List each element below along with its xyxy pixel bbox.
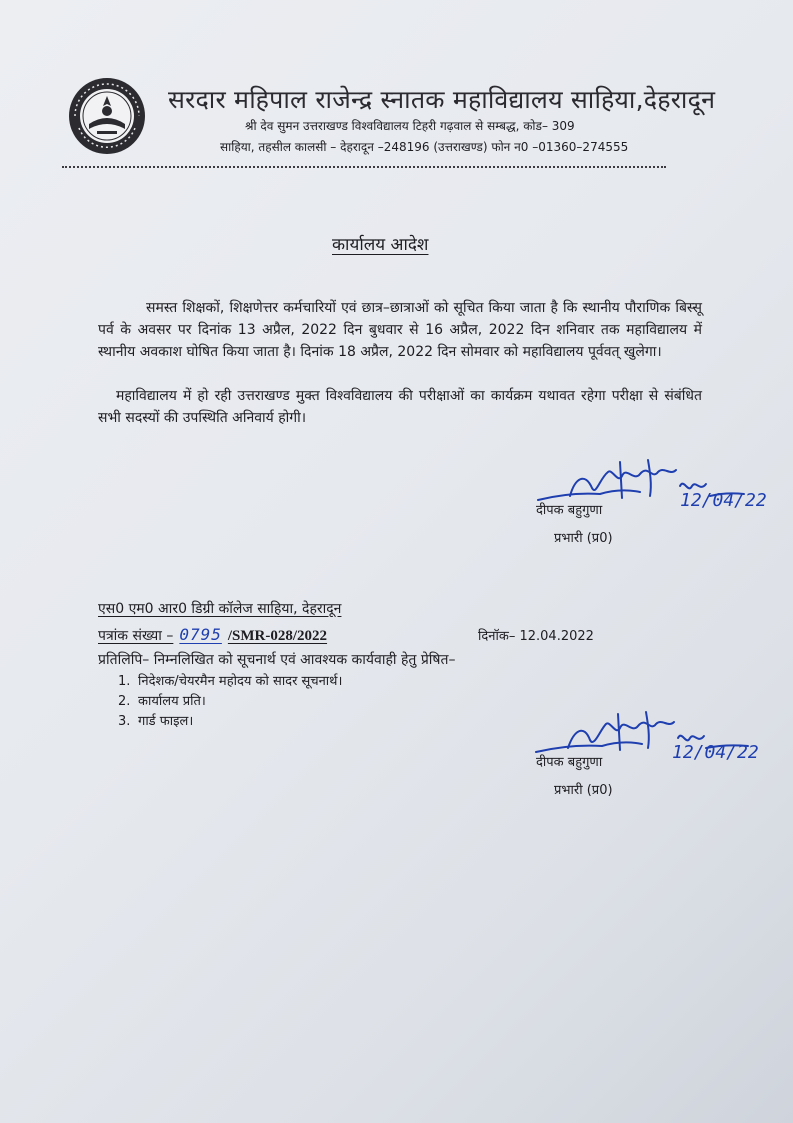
signature-2-handwritten-date: 12/04/22	[672, 742, 759, 763]
signatory-name-1: दीपक बहुगुणा	[536, 503, 603, 518]
copy-to-intro: प्रतिलिपि– निम्नलिखित को सूचनार्थ एवं आवश्यक कार्यवाही हेतु प्रेषित–	[98, 652, 456, 668]
date-value: 12.04.2022	[519, 629, 594, 644]
signatory-role-1: प्रभारी (प्र0)	[554, 531, 613, 546]
header-divider	[62, 166, 666, 168]
order-paragraph-1: समस्त शिक्षकों, शिक्षणेत्तर कर्मचारियों एवं छात्र–छात्राओं को सूचित किया जाता है कि स्थानीय पौराणिक बिस्सू पर्व के अवसर पर दिनांक 13 अप्रैल, 2022 दिन बुधवार से 16 अप्रैल, 2022 दिन शनिवार तक महाविद्यालय में स्थानीय अवकाश घोषित किया जाता है। दिनांक 18 अप्रैल, 2022 दिन सोमवार को महाविद्यालय पूर्ववत् खुलेगा।	[98, 300, 702, 360]
signatory-name-2: दीपक बहुगुणा	[536, 755, 603, 770]
reference-code: /SMR-028/2022	[227, 628, 328, 644]
list-item: 2. कार्यालय प्रति।	[118, 694, 206, 709]
reference-number-line	[98, 625, 327, 645]
list-item: 1. निदेशक/चेयरमैन महोदय को सादर सूचनार्थ।	[118, 674, 343, 689]
college-reference-line: एस0 एम0 आर0 डिग्री कॉलेज साहिया, देहरादून	[98, 601, 342, 617]
affiliation-line: श्री देव सुमन उत्तराखण्ड विश्वविद्यालय टिहरी गढ़वाल से सम्बद्ध, कोड– 309	[245, 119, 575, 133]
signature-1-handwritten-date: 12/04/22	[680, 490, 767, 511]
order-title: कार्यालय आदेश	[332, 235, 429, 255]
date-label: दिनॉक–	[478, 629, 516, 644]
order-date-line	[478, 626, 594, 644]
reference-number-label: पत्रांक संख्या –	[98, 628, 174, 644]
reference-number-handwritten: 0795	[179, 625, 222, 644]
college-emblem-logo	[67, 76, 147, 156]
list-item: 3. गार्ड फाइल।	[118, 714, 194, 729]
signatory-role-2: प्रभारी (प्र0)	[554, 783, 613, 798]
address-phone-line: साहिया, तहसील कालसी – देहरादून –248196 (उत्तराखण्ड) फोन न0 –01360–274555	[220, 140, 629, 154]
copy-to-list	[118, 672, 342, 732]
order-paragraph-2: महाविद्यालय में हो रही उत्तराखण्ड मुक्त विश्वविद्यालय की परीक्षाओं का कार्यक्रम यथावत रहेगा परीक्षा से संबंधित सभी सदस्यों की उपस्थिति अनिवार्य होगी।	[98, 388, 702, 426]
college-name-heading: सरदार महिपाल राजेन्द्र स्नातक महाविद्यालय साहिया,देहरादून	[168, 85, 716, 114]
